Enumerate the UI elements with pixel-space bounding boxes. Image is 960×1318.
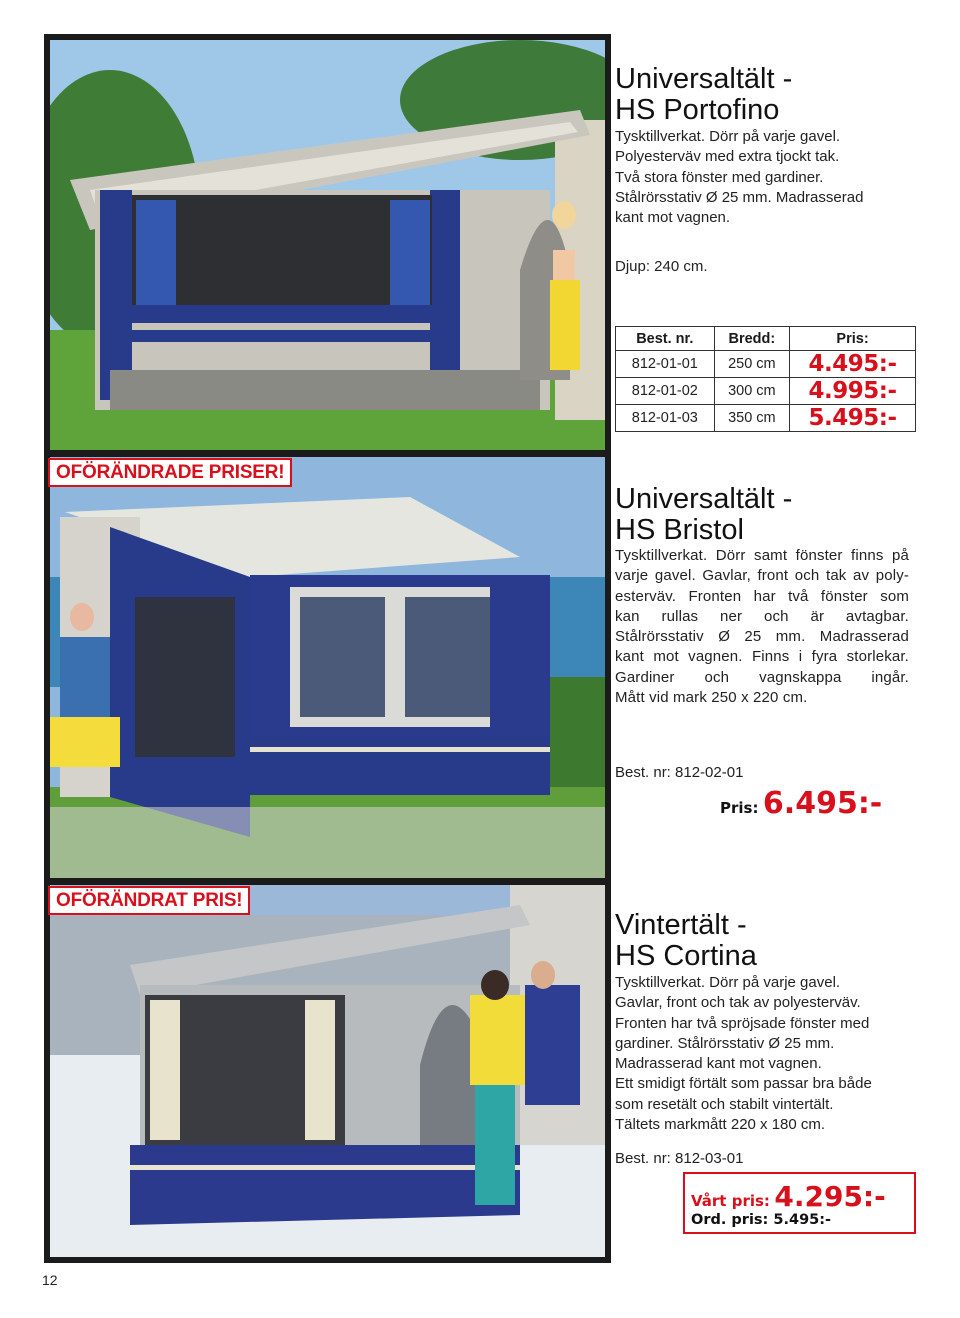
desc-line: varje gavel. Gavlar, front och tak av poly-	[615, 567, 909, 585]
width-cell: 350 cm	[714, 405, 789, 432]
desc-line: gardiner. Stålrörsstativ Ø 25 mm.	[615, 1034, 835, 1052]
desc-line: kan rullas ner och är avtagbar.	[615, 607, 909, 625]
desc-line: esterväv. Fronten har två fönster som	[615, 587, 909, 605]
order-nr-cell: 812-01-03	[616, 405, 715, 432]
desc-line: Tysktillverkat. Dörr på varje gavel.	[615, 974, 841, 991]
width-cell: 250 cm	[714, 351, 789, 378]
title-line-1: Vintertält -	[615, 909, 747, 941]
column-header-width: Bredd:	[714, 327, 789, 351]
table-header-row	[616, 327, 916, 351]
desc-line: Polyesterväv med extra tjockt tak.	[615, 148, 840, 166]
column-header-order-nr: Best. nr.	[616, 327, 715, 351]
title-line-2: HS Portofino	[615, 94, 780, 126]
desc-line: Två stora fönster med gardiner.	[615, 168, 824, 186]
desc-line: Tysktillverkat. Dörr samt fönster finns på	[615, 547, 909, 564]
desc-line: Fronten har två spröjsade fönster med	[615, 1014, 870, 1032]
desc-line: Stålrörsstativ Ø 25 mm. Madrasserad	[615, 628, 909, 646]
title-line-2: HS Cortina	[615, 940, 757, 972]
column-header-price: Pris:	[790, 327, 916, 351]
tent-photo-bristol	[50, 457, 605, 878]
price-cell: 4.995:-	[790, 378, 916, 405]
depth-spec: Djup: 240 cm.	[615, 258, 708, 275]
width-cell: 300 cm	[714, 378, 789, 405]
desc-line: Gardiner och vagnskappa ingår.	[615, 668, 909, 686]
order-number: Best. nr: 812-03-01	[615, 1150, 744, 1167]
our-price-value: 4.295:-	[774, 1180, 886, 1213]
desc-line: som resetält och stabilt vintertält.	[615, 1095, 834, 1113]
table-row	[616, 378, 916, 405]
tent-photo-portofino	[50, 40, 605, 450]
desc-line: Madrasserad kant mot vagnen.	[615, 1055, 822, 1073]
product-title-portofino	[615, 64, 792, 126]
price-cell: 5.495:-	[790, 405, 916, 432]
price-table-portofino	[615, 326, 916, 432]
desc-line: kant mot vagnen. Finns i fyra storlekar.	[615, 648, 909, 666]
desc-line: kant mot vagnen.	[615, 209, 731, 227]
title-line-1: Universaltält -	[615, 63, 793, 95]
product-title-cortina	[615, 910, 757, 972]
product-title-bristol	[615, 484, 792, 546]
desc-line: Tysktillverkat. Dörr på varje gavel.	[615, 128, 841, 145]
price-label: Pris:	[720, 799, 759, 817]
product-description-bristol	[615, 546, 909, 708]
desc-line: Tältets markmått 220 x 180 cm.	[615, 1116, 826, 1134]
order-nr-cell: 812-01-01	[616, 351, 715, 378]
product-description-cortina	[615, 973, 872, 1135]
table-row	[616, 405, 916, 432]
price-value: 6.495:-	[762, 786, 883, 821]
price-block-bristol	[720, 786, 882, 821]
product-description-portofino	[615, 127, 863, 228]
desc-line: Ett smidigt förtält som passar bra både	[615, 1075, 872, 1093]
page-number: 12	[42, 1272, 58, 1288]
unchanged-price-badge: OFÖRÄNDRAT PRIS!	[48, 886, 250, 915]
price-cell: 4.495:-	[790, 351, 916, 378]
title-line-2: HS Bristol	[615, 514, 744, 546]
unchanged-prices-badge: OFÖRÄNDRADE PRISER!	[48, 458, 292, 487]
ordinary-price: Ord. pris: 5.495:-	[691, 1212, 832, 1228]
desc-line: Gavlar, front och tak av polyesterväv.	[615, 994, 861, 1012]
desc-line: Stålrörsstativ Ø 25 mm. Madrasserad	[615, 188, 864, 206]
tent-photo-cortina	[50, 885, 605, 1257]
title-line-1: Universaltält -	[615, 483, 793, 515]
our-price-label: Vårt pris:	[691, 1192, 770, 1210]
price-box-cortina	[683, 1172, 916, 1234]
order-number: Best. nr: 812-02-01	[615, 764, 744, 781]
desc-line: Mått vid mark 250 x 220 cm.	[615, 689, 808, 707]
order-nr-cell: 812-01-02	[616, 378, 715, 405]
table-row	[616, 351, 916, 378]
